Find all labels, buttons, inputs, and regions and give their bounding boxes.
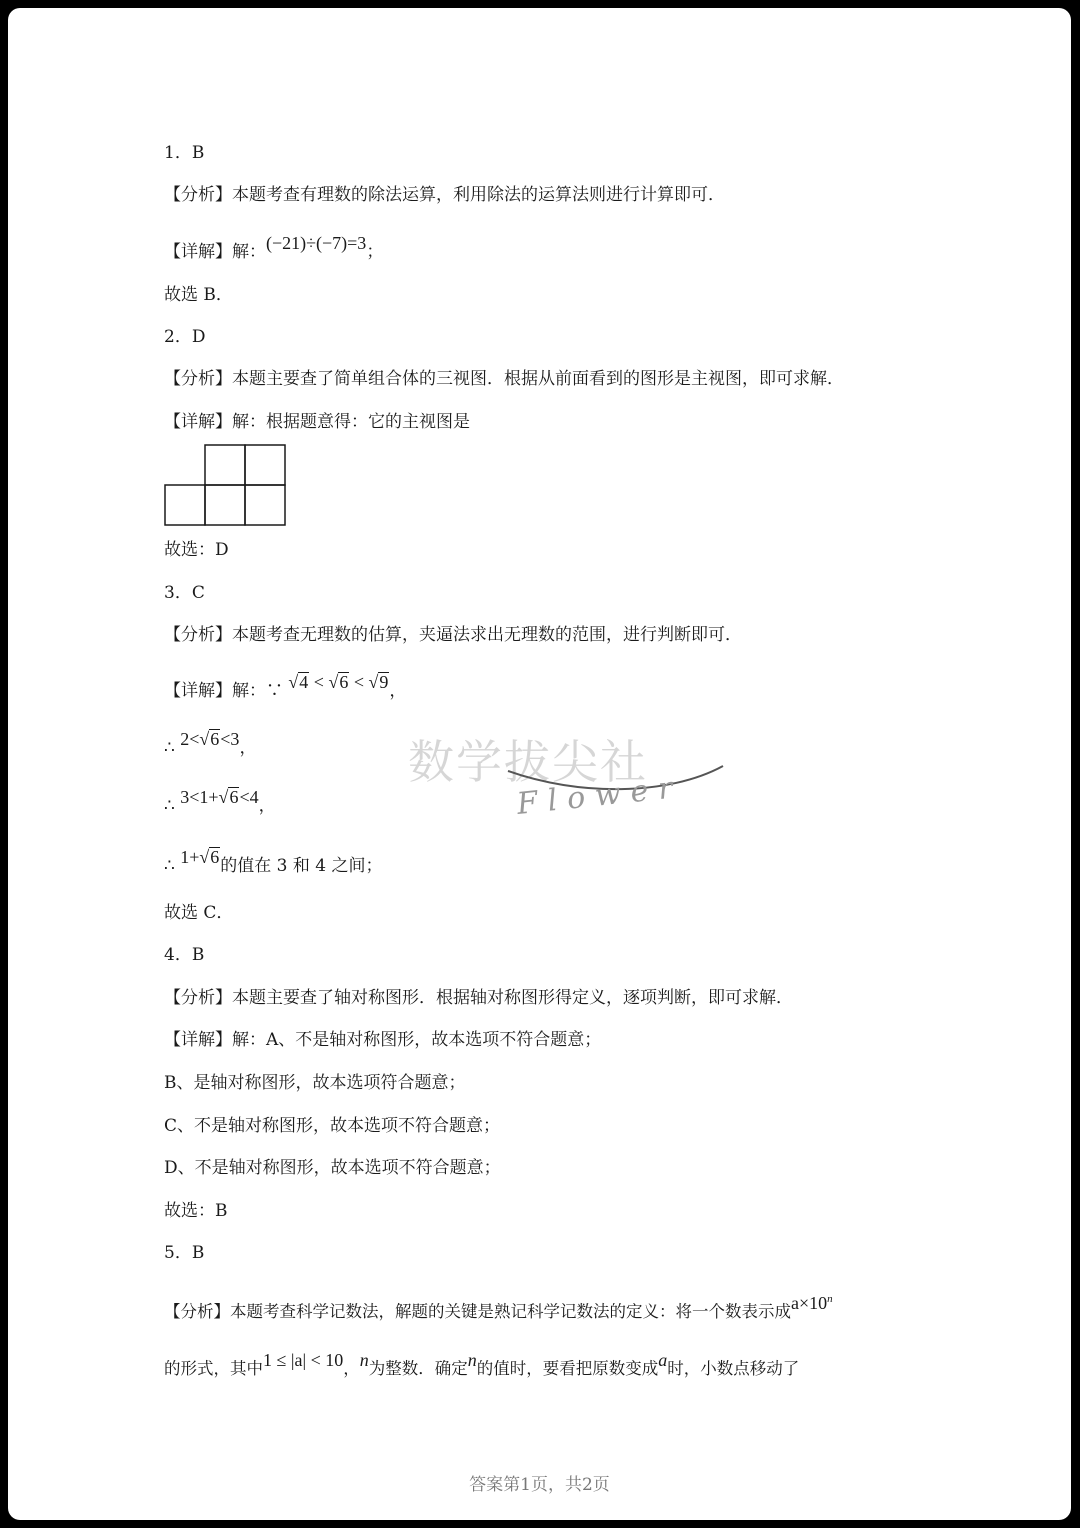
q5-analysis-text: 【分析】本题考查科学记数法，解题的关键是熟记科学记数法的定义：将一个数表示成 — [164, 1302, 791, 1321]
q3-analysis: 【分析】本题考查无理数的估算，夹逼法求出无理数的范围，进行判断即可． — [164, 625, 742, 645]
watermark-script: Flower — [515, 769, 685, 822]
q3-detail-line4: ∴ 1+√6的值在 3 和 4 之间； — [164, 847, 383, 876]
q4-option-d: D、不是轴对称图形，故本选项不符合题意； — [164, 1158, 501, 1178]
q2-analysis: 【分析】本题主要查了简单组合体的三视图．根据从前面看到的图形是主视图，即可求解． — [164, 369, 844, 389]
q5-analysis-line2: 的形式，其中1 ≤ |a| < 10，n为整数．确定n的值时，要看把原数变成a时，小数点移动了 — [164, 1350, 800, 1378]
q1-analysis: 【分析】本题考查有理数的除法运算，利用除法的运算法则进行计算即可． — [164, 185, 725, 205]
q1-head: 1．B — [164, 143, 205, 163]
watermark-signature — [408, 726, 738, 826]
q3-detail-line2: ∴ 2<√6<3， — [164, 729, 257, 758]
q4-analysis: 【分析】本题主要查了轴对称图形．根据轴对称图形得定义，逐项判断，即可求解． — [164, 988, 793, 1008]
q1-detail-math: (−21)÷(−7)=3 — [266, 233, 367, 253]
q2-answer: 故选：D — [164, 540, 229, 560]
q4-detail: 【详解】解：A、不是轴对称图形，故本选项不符合题意； — [164, 1030, 602, 1050]
q3-inequality-2: 2<√6<3 — [180, 729, 240, 749]
q3-detail-prefix: 【详解】解：∵ — [164, 681, 283, 701]
q3-expression: 1+√6 — [180, 847, 220, 867]
watermark-text: 数学拔尖社 — [408, 735, 648, 789]
watermark — [408, 726, 738, 826]
q1-detail-suffix: ； — [366, 242, 384, 262]
q4-head: 4．B — [164, 945, 205, 965]
q5-range: 1 ≤ |a| < 10 — [263, 1350, 344, 1370]
q3-inequality-1: √4 < √6 < √9 — [288, 672, 389, 692]
q3-detail-line3: ∴ 3<1+√6<4， — [164, 787, 276, 816]
q5-analysis — [164, 1295, 833, 1324]
q3-detail-line1: 【详解】解：∵ √4 < √6 < √9， — [164, 672, 407, 701]
q2-detail: 【详解】解：根据题意得：它的主视图是 — [164, 412, 470, 432]
q3-answer: 故选 C． — [164, 903, 234, 923]
q3-inequality-3: 3<1+√6<4 — [180, 787, 259, 807]
q1-answer: 故选 B． — [164, 285, 233, 305]
q3-head: 3．C — [164, 583, 205, 603]
q4-option-b: B、是轴对称图形，故本选项符合题意； — [164, 1073, 466, 1093]
q4-answer: 故选：B — [164, 1201, 228, 1221]
q1-detail — [164, 233, 384, 264]
page-footer: 答案第1页，共2页 — [469, 1475, 610, 1495]
q4-option-c: C、不是轴对称图形，故本选项不符合题意； — [164, 1116, 501, 1136]
front-view-figure — [164, 444, 288, 528]
q5-head: 5．B — [164, 1243, 205, 1263]
q2-head: 2．D — [164, 327, 206, 347]
q1-detail-prefix: 【详解】解： — [164, 242, 266, 262]
q5-sci-notation: $a\times 10^n$ — [791, 1293, 833, 1313]
answer-page — [8, 8, 1071, 1520]
